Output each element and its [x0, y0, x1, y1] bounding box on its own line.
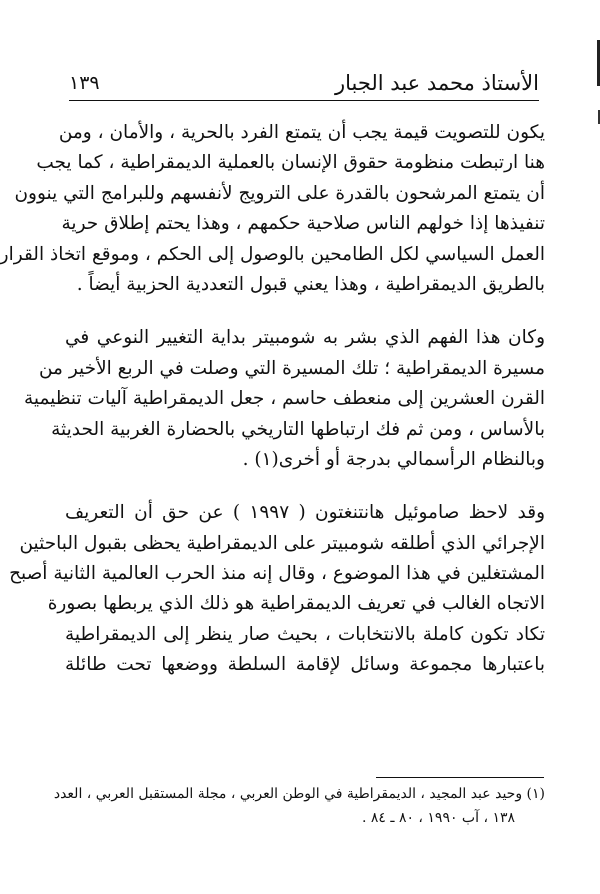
- text-line: وبالنظام الرأسمالي بدرجة أو أخرى(١) .: [242, 448, 545, 470]
- text-line: المشتغلين في هذا الموضوع ، وقال إنه منذ الحرب العالمية الثانية أصبح: [9, 563, 545, 585]
- text-line: بالطريق الديمقراطية ، وهذا يعني قبول التعددية الحزبية أيضاً .: [76, 273, 545, 295]
- footnote-divider: [376, 777, 544, 778]
- text-line: العمل السياسي لكل الطامحين بالوصول إلى الحكم ، وموقع اتخاذ القرار: [0, 243, 545, 265]
- text-line: مسيرة الديمقراطية ؛ تلك المسيرة التي وصلت في الربع الأخير من: [38, 357, 545, 379]
- footnote-line: (١) وحيد عبد المجيد ، الديمقراطية في الوطن العربي ، مجلة المستقبل العربي ، العدد: [53, 786, 545, 802]
- footnote: [53, 782, 545, 830]
- body-text: [0, 118, 545, 681]
- footnote-line: ١٣٨ ، آب ١٩٩٠ ، ٨٠ ـ ٨٤ .: [361, 810, 515, 826]
- text-line: الإجرائي الذي أطلقه شومبيتر على الديمقراطية يحظى بقبول الباحثين: [19, 532, 545, 554]
- text-line: هنا ارتبطت منظومة حقوق الإنسان بالعملية الديمقراطية ، كما يجب: [36, 152, 545, 174]
- text-line: تنفيذها إذا خولهم الناس صلاحية حكمهم ، وهذا يحتم إطلاق حرية: [61, 213, 545, 235]
- text-line: الاتجاه الغالب في تعريف الديمقراطية هو ذلك الذي يربطها بصورة: [47, 593, 545, 615]
- paragraph-1: [0, 118, 545, 300]
- paragraph-3: [9, 498, 545, 680]
- text-line: تكاد تكون كاملة بالانتخابات ، بحيث صار ينظر إلى الديمقراطية: [65, 623, 545, 645]
- text-line: وقد لاحظ صاموئيل هانتنغتون ( ١٩٩٧ ) عن حق أن التعريف: [65, 502, 545, 524]
- page-number: ١٣٩: [69, 72, 100, 94]
- text-line: باعتبارها مجموعة وسائل لإقامة السلطة ووضعها تحت طائلة: [65, 654, 545, 676]
- paragraph-gap: [65, 300, 545, 323]
- text-line: بالأساس ، ومن ثم فك ارتباطها التاريخي بالحضارة الغربية الحديثة: [51, 418, 545, 440]
- text-line: يكون للتصويت قيمة يجب أن يتمتع الفرد بالحرية ، والأمان ، ومن: [58, 122, 545, 143]
- paragraph-2: [23, 323, 545, 475]
- text-line: أن يتمتع المرشحون بالقدرة على الترويج لأنفسهم وللبرامج التي ينوون: [14, 182, 545, 204]
- running-head: الأستاذ محمد عبد الجبار: [334, 71, 539, 95]
- text-line: وكان هذا الفهم الذي بشر به شومبيتر بداية التغيير النوعي في: [65, 327, 545, 349]
- page-header: [69, 66, 539, 101]
- text-line: القرن العشرين إلى منعطف حاسم ، جعل الديمقراطية آليات تنظيمية: [23, 388, 545, 410]
- paragraph-gap: [65, 475, 545, 498]
